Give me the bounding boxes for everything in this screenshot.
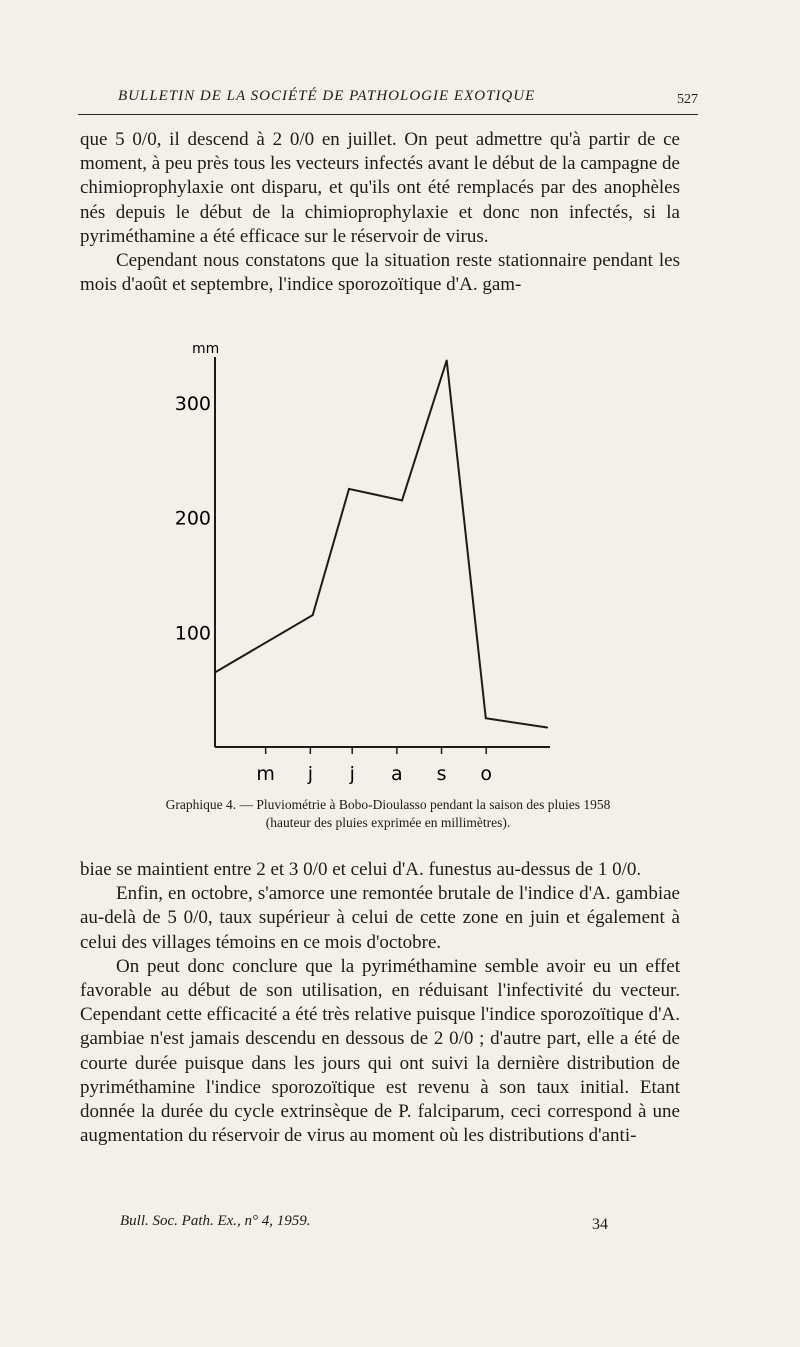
footer-journal-ref: Bull. Soc. Path. Ex., n° 4, 1959. bbox=[120, 1213, 311, 1229]
x-tick-label: j bbox=[349, 763, 355, 785]
paragraph: Cependant nous constatons que la situation reste stationnaire pendant les mois d'août et septembre, l'indice sporozoïtique d'A. gam- bbox=[80, 250, 680, 296]
rainfall-series-line bbox=[215, 360, 547, 727]
y-tick-label: 200 bbox=[174, 507, 211, 530]
running-header bbox=[78, 84, 698, 115]
x-tick-label: s bbox=[436, 763, 447, 785]
rainfall-data-point bbox=[214, 672, 216, 674]
paragraph: biae se maintient entre 2 et 3 0/0 et celui d'A. funestus au-dessus de 1 0/0. bbox=[80, 859, 642, 880]
body-text-bottom bbox=[80, 858, 680, 1148]
rainfall-data-point bbox=[485, 717, 487, 719]
x-tick-label: o bbox=[480, 763, 493, 785]
y-axis-unit: mm bbox=[192, 341, 220, 357]
x-tick-label: j bbox=[307, 763, 313, 785]
rainfall-data-point bbox=[401, 500, 403, 502]
caption-line-2: (hauteur des pluies exprimée en millimètres). bbox=[265, 815, 511, 830]
rainfall-data-point bbox=[446, 360, 448, 362]
signature-number: 34 bbox=[592, 1216, 608, 1233]
page-number: 527 bbox=[677, 92, 698, 107]
x-tick-label: a bbox=[391, 763, 403, 785]
paragraph: On peut donc conclure que la pyriméthamine semble avoir eu un effet favorable au début de son utilisation, en réduisant l'infectivité du vecteur. Cependant cette efficacité a été très relative puisque l'indice sporozoïtique d'A. gambiae n'est jamais descendu en dessous de 2 0/0 ; d'autre part, elle a été de courte durée puisque dans les jours qui ont suivi la dernière distribution de pyriméthamine l'indice sporozoïtique est revenu à son taux initial. Etant donnée la durée du cycle extrinsèque de P. falciparum, ceci correspond à une augmentation du réservoir de virus au moment où les distributions d'anti- bbox=[80, 955, 680, 1147]
rainfall-data-point bbox=[546, 727, 548, 729]
rainfall-chart bbox=[150, 335, 570, 785]
y-tick-label: 300 bbox=[174, 392, 211, 415]
journal-title: BULLETIN DE LA SOCIÉTÉ DE PATHOLOGIE EXOTIQUE bbox=[118, 88, 536, 104]
rainfall-data-point bbox=[312, 614, 314, 616]
y-tick-label: 100 bbox=[174, 622, 211, 645]
figure-caption bbox=[78, 796, 698, 832]
rainfall-data-point bbox=[348, 488, 350, 490]
x-tick-label: m bbox=[256, 763, 275, 785]
paragraph: Enfin, en octobre, s'amorce une remontée brutale de l'indice d'A. gambiae au-delà de 5 0/0, taux supérieur à celui de cette zone en juin et également à celui des villages témoins en ce mois d'octobre. bbox=[80, 883, 680, 953]
caption-line-1: Graphique 4. — Pluviométrie à Bobo-Dioulasso pendant la saison des pluies 1958 bbox=[165, 797, 611, 812]
body-text-top bbox=[80, 128, 680, 297]
paragraph: que 5 0/0, il descend à 2 0/0 en juillet. On peut admettre qu'à partir de ce moment, à peu près tous les vecteurs infectés avant le début de la campagne de chimioprophylaxie ont disparu, et qu'ils ont été remplacés par des anophèles nés depuis le début de la chimioprophylaxie et donc non infectés, si la pyriméthamine a été efficace sur le réservoir de virus. bbox=[80, 129, 680, 247]
